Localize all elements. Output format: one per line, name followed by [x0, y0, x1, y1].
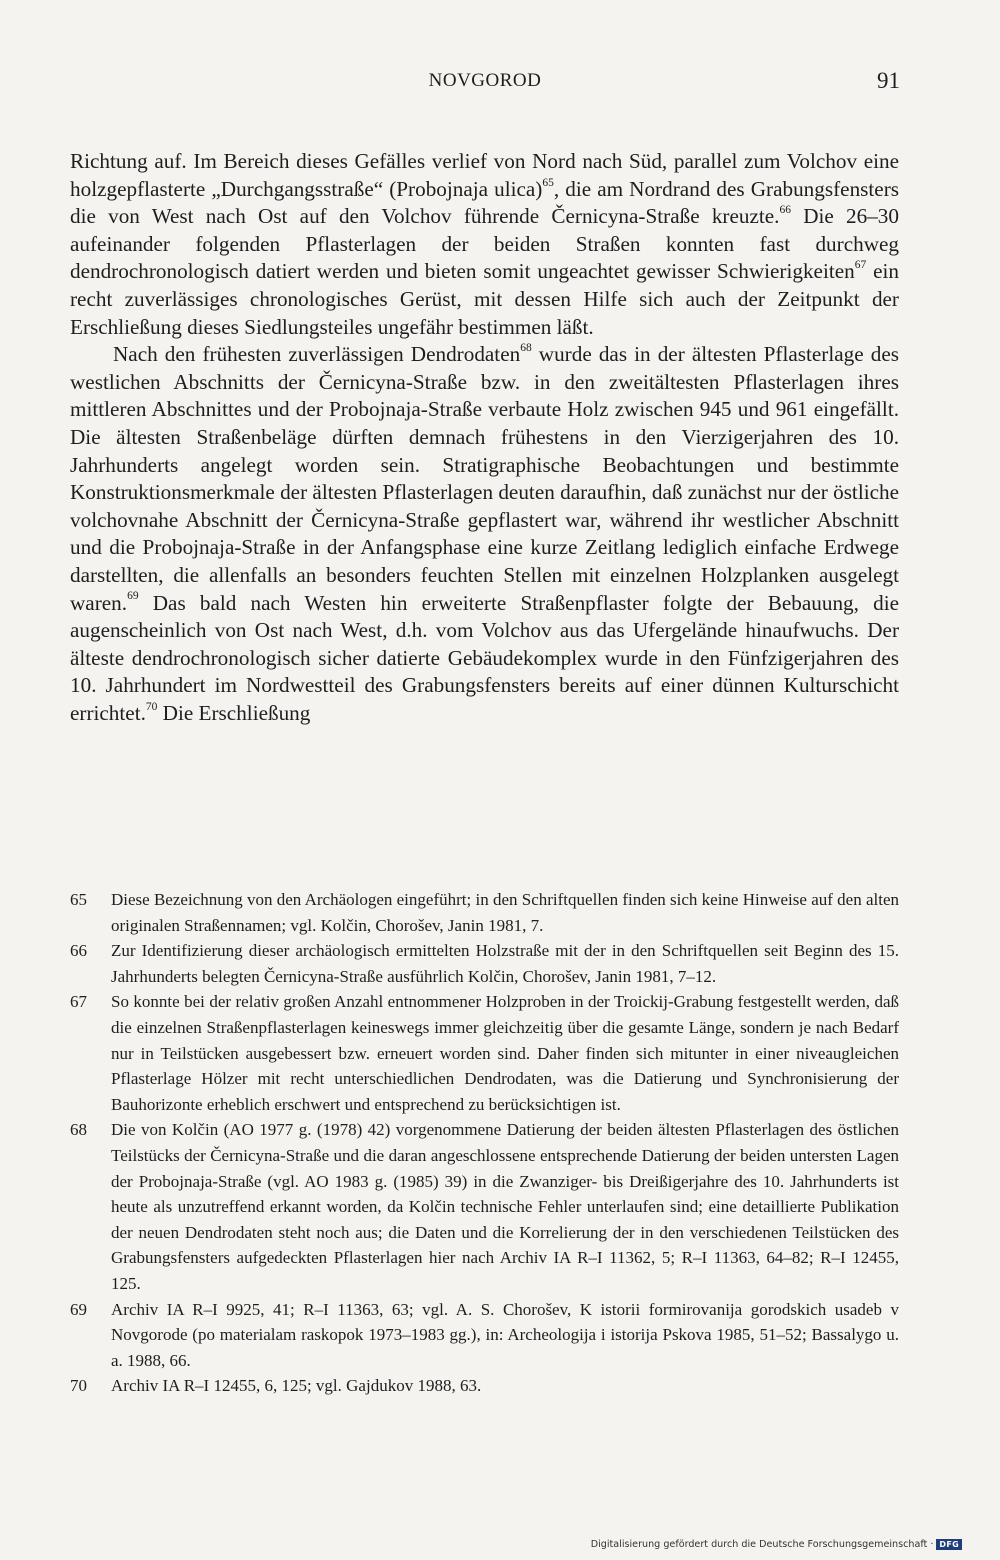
dfg-logo: DFG [936, 1539, 962, 1550]
footnote-text: Diese Bezeichnung von den Archäologen eingeführt; in den Schriftquellen finden sich keine Hinweise auf den alten originalen Straßennamen; vgl. Kolčin, Chorošev, Janin 1981, 7. [111, 890, 899, 935]
footnote-text: Die von Kolčin (AO 1977 g. (1978) 42) vorgenommene Datierung der beiden ältesten Pflasterlagen des östlichen Teilstücks der Černicyna-Straße und die daran angeschlossene entsprechende Datierung der beiden untersten Lagen der Probojnaja-Straße (vgl. AO 1983 g. (1985) 39) in die Zwanziger- bis Dreißigerjahre des 10. Jahrhunderts ist heute als unzutreffend erkannt worden, da Kolčin technische Fehler unterlaufen sind; eine detaillierte Publikation der neuen Dendrodaten steht noch aus; die Daten und die Korrelierung der in den verschiedenen Teilstücken des Grabungsfensters aufgedeckten Pflasterlagen hier nach Archiv IA R–I 11362, 5; R–I 11363, 64–82; R–I 12455, 125. [111, 1120, 899, 1293]
footnote [70, 887, 899, 938]
digitization-credit [591, 1539, 962, 1550]
page-number: 91 [877, 68, 900, 93]
paragraph-2: Nach den frühesten zuverlässigen Dendrodaten$^{68}$ wurde das in der ältesten Pflasterlage des westlichen Abschnitts der Černicyna-Straße bzw. in den zweitältesten Pflasterlagen ihres mittleren Abschnittes und der Probojnaja-Straße verbaute Holz zwischen 945 und 961 eingefällt. Die ältesten Straßenbeläge dürften demnach frühestens in den Vierzigerjahren des 10. Jahrhunderts angelegt worden sein. Stratigraphische Beobachtungen und bestimmte Konstruktionsmerkmale der ältesten Pflasterlagen deuten daraufhin, daß zunächst nur der östliche volchovnahe Abschnitt der Černicyna-Straße gepflastert war, während ihr westlicher Abschnitt und die Probojnaja-Straße in der Anfangsphase eine kurze Zeitlang lediglich einfache Erdwege darstellten, die allenfalls an besonders feuchten Stellen mit einzelnen Holzplanken ausgelegt waren.$^{69}$ Das bald nach Westen hin erweiterte Straßenpflaster folgte der Bebauung, die augenscheinlich von Ost nach West, d.h. vom Volchov aus das Ufergelände hinaufwuchs. Der älteste dendrochronologisch sicher datierte Gebäudekomplex wurde in den Fünfzigerjahren des 10. Jahrhundert im Nordwestteil des Grabungsfensters bereits auf einer dünnen Kulturschicht errichtet.$^{70}$ Die Erschließung [70, 342, 899, 725]
footnote-ref-67[interactable]: 67 [854, 259, 867, 272]
paragraph-1: Richtung auf. Im Bereich dieses Gefälles verlief von Nord nach Süd, parallel zum Volchov eine holzgepflasterte „Durchgangsstraße“ (Probojnaja ulica)$^{65}$, die am Nordrand des Grabungsfensters die von West nach Ost auf den Volchov führende Černicyna-Straße kreuzte.$^{66}$ Die 26–30 aufeinander folgenden Pflasterlagen der beiden Straßen konnten fast durchweg dendrochronologisch datiert werden und bieten somit ungeachtet gewisser Schwierigkeiten$^{67}$ ein recht zuverlässiges chronologisches Gerüst, mit dessen Hilfe sich auch der Zeitpunkt der Erschließung dieses Siedlungsteiles ungefähr bestimmen läßt. [70, 149, 899, 339]
running-head [70, 70, 900, 98]
main-text [70, 148, 899, 727]
footnote-text: Archiv IA R–I 9925, 41; R–I 11363, 63; vgl. A. S. Chorošev, K istorii formirovanija gorodskich usadeb v Novgorode (po materialam raskopok 1973–1983 gg.), in: Archeologija i istorija Pskova 1985, 51–52; Bassalygo u. a. 1988, 66. [111, 1299, 899, 1370]
footnote [70, 1373, 899, 1399]
footnote [70, 1117, 899, 1296]
footnote-number: 70 [70, 1376, 87, 1396]
footnote-number: 66 [70, 941, 87, 961]
footnote-number: 67 [70, 992, 87, 1012]
credit-text: Digitalisierung gefördert durch die Deutsche Forschungsgemeinschaft · [590, 1539, 934, 1550]
footnote-number: 65 [70, 890, 87, 909]
footnotes [70, 887, 899, 1399]
footnote-number: 69 [70, 1299, 87, 1319]
footnote-ref-69[interactable]: 69 [127, 590, 139, 603]
footnote [70, 989, 899, 1117]
footnote-ref-65[interactable]: 65 [542, 176, 554, 189]
footnote-ref-68[interactable]: 68 [520, 342, 532, 355]
footnote [70, 938, 899, 989]
footnote-text: Archiv IA R–I 12455, 6, 125; vgl. Gajdukov 1988, 63. [111, 1376, 482, 1396]
footnote-text: Zur Identifizierung dieser archäologisch ermittelten Holzstraße mit der in den Schriftquellen seit Beginn des 15. Jahrhunderts belegten Černicyna-Straße ausführlich Kolčin, Chorošev, Janin 1981, 7–12. [111, 941, 899, 986]
footnote-text: So konnte bei der relativ großen Anzahl entnommener Holzproben in der Troickij-Grabung festgestellt werden, daß die einzelnen Straßenpflasterlagen keineswegs immer gleichzeitig über die gesamte Länge, sondern je nach Bedarf nur in Teilstücken ausgebessert bzw. erneuert worden sind. Daher finden sich mitunter in einer niveaugleichen Pflasterlage Hölzer mit recht unterschiedlichen Dendrodaten, was die Datierung und Synchronisierung der Bauhorizonte erheblich erschwert und entsprechend zu berücksichtigen ist. [111, 992, 899, 1114]
footnote-ref-66[interactable]: 66 [779, 204, 791, 217]
footnote-ref-70[interactable]: 70 [145, 700, 158, 713]
footnote [70, 1297, 899, 1374]
running-title: NOVGOROD [428, 70, 542, 91]
footnote-number: 68 [70, 1120, 87, 1140]
